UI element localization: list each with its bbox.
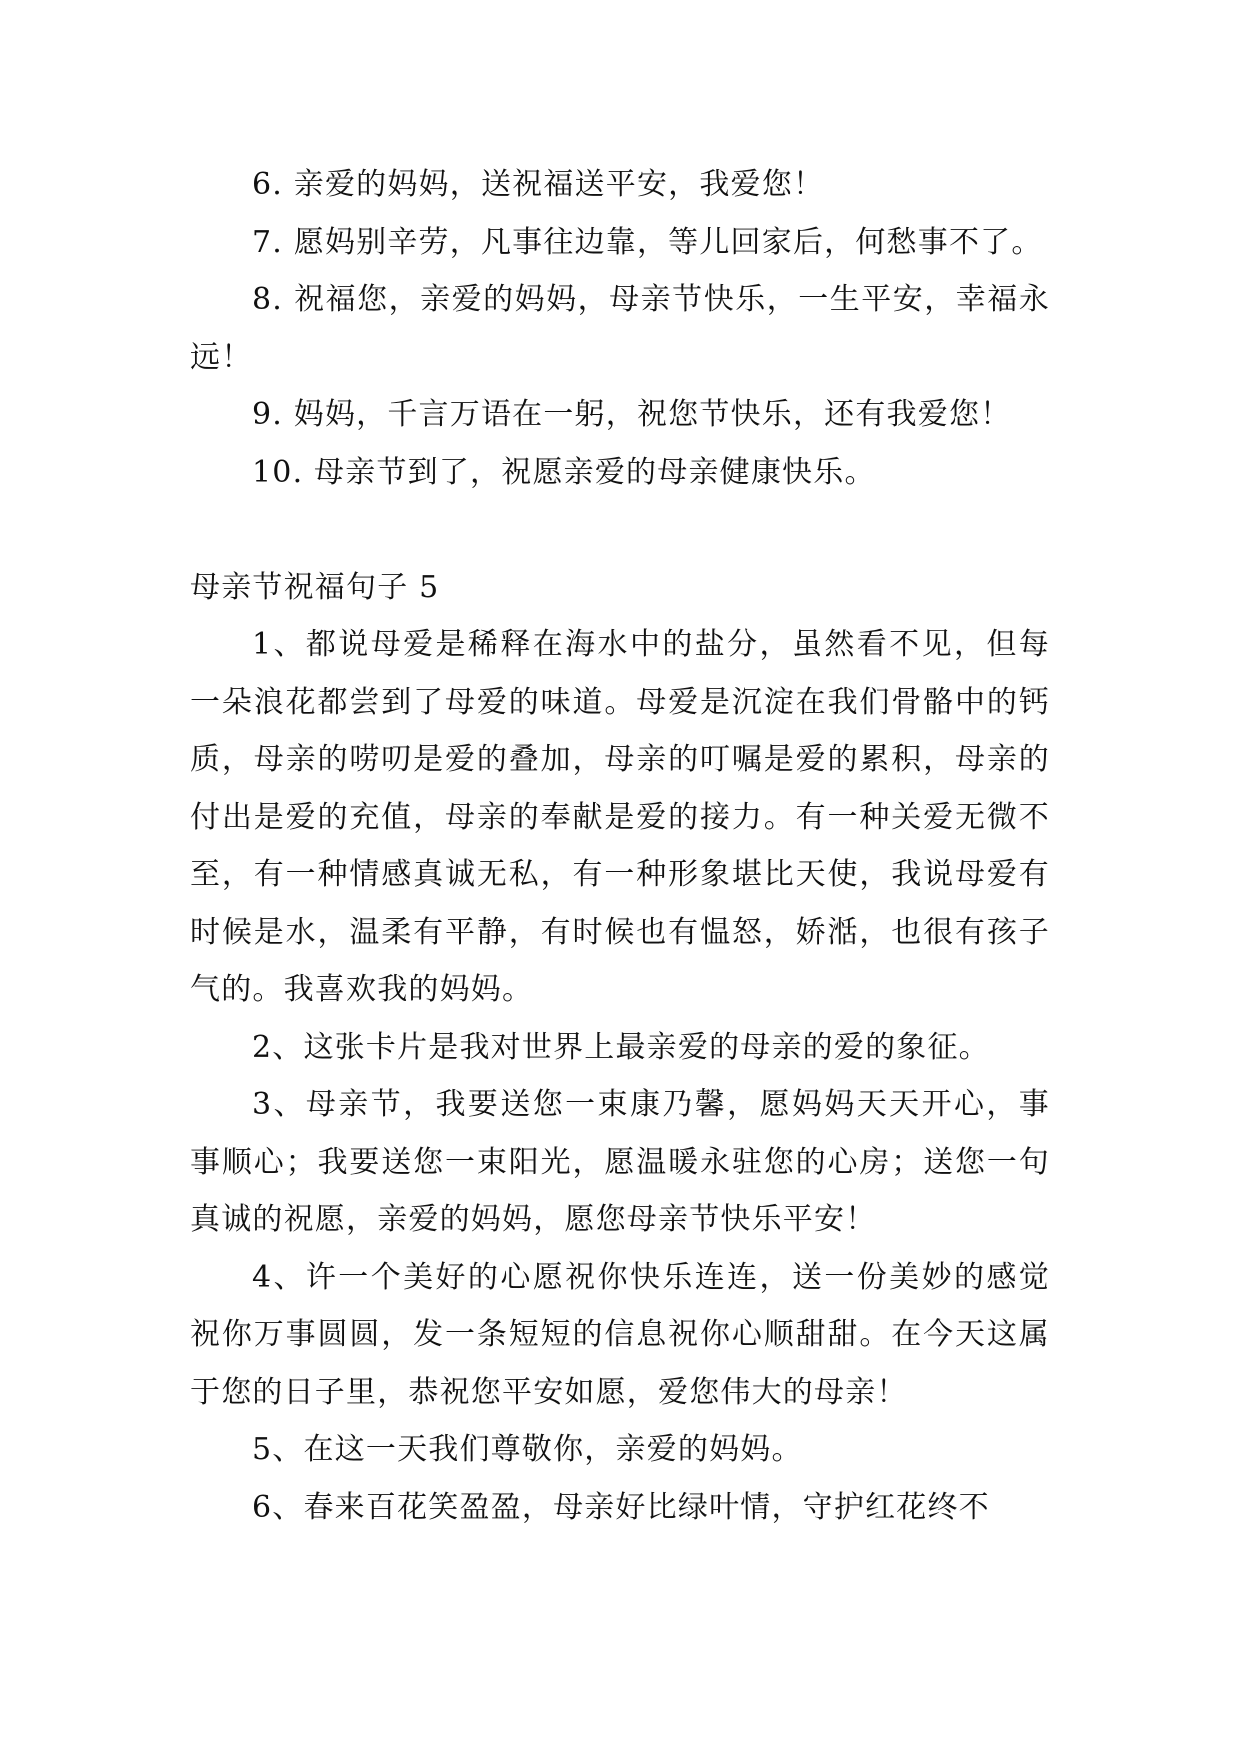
- section-heading: 母亲节祝福句子 5: [190, 569, 440, 605]
- list-item-9: 9. 妈妈，千言万语在一躬，祝您节快乐，还有我爱您！: [252, 397, 1012, 432]
- list-item-6: 6. 亲爱的妈妈，送祝福送平安，我爱您！: [252, 167, 825, 202]
- paragraph-3: 3、母亲节，我要送您一束康乃馨，愿妈妈天天开心，事事顺心；我要送您一束阳光，愿温暖永驻您的心房；送您一句真诚的祝愿，亲爱的妈妈，愿您母亲节快乐平安！: [190, 1087, 1050, 1237]
- list-item-8: 8. 祝福您，亲爱的妈妈，母亲节快乐，一生平安，幸福永远！: [190, 282, 1050, 375]
- document-body: [190, 156, 1050, 1536]
- paragraph-1: 1、都说母爱是稀释在海水中的盐分，虽然看不见，但每一朵浪花都尝到了母爱的味道。母爱是沉淀在我们骨骼中的钙质，母亲的唠叨是爱的叠加，母亲的叮嘱是爱的累积，母亲的付出是爱的充值，母亲的奉献是爱的接力。有一种关爱无微不至，有一种情感真诚无私，有一种形象堪比天使，我说母爱有时候是水，温柔有平静，有时候也有愠怒，娇湉，也很有孩子气的。我喜欢我的妈妈。: [190, 627, 1050, 1007]
- section-spacer: [190, 501, 1050, 559]
- list-item-7: 7. 愿妈别辛劳，凡事往边靠，等儿回家后，何愁事不了。: [252, 224, 1043, 260]
- list-item-10: 10. 母亲节到了，祝愿亲爱的母亲健康快乐。: [252, 454, 876, 490]
- paragraph-4: 4、许一个美好的心愿祝你快乐连连，送一份美妙的感觉祝你万事圆圆，发一条短短的信息祝你心顺甜甜。在今天这属于您的日子里，恭祝您平安如愿，爱您伟大的母亲！: [190, 1259, 1050, 1410]
- paragraph-6: 6、春来百花笑盈盈，母亲好比绿叶情，守护红花终不: [252, 1489, 990, 1525]
- paragraph-2: 2、这张卡片是我对世界上最亲爱的母亲的爱的象征。: [252, 1029, 990, 1065]
- paragraph-5: 5、在这一天我们尊敬你，亲爱的妈妈。: [252, 1432, 803, 1467]
